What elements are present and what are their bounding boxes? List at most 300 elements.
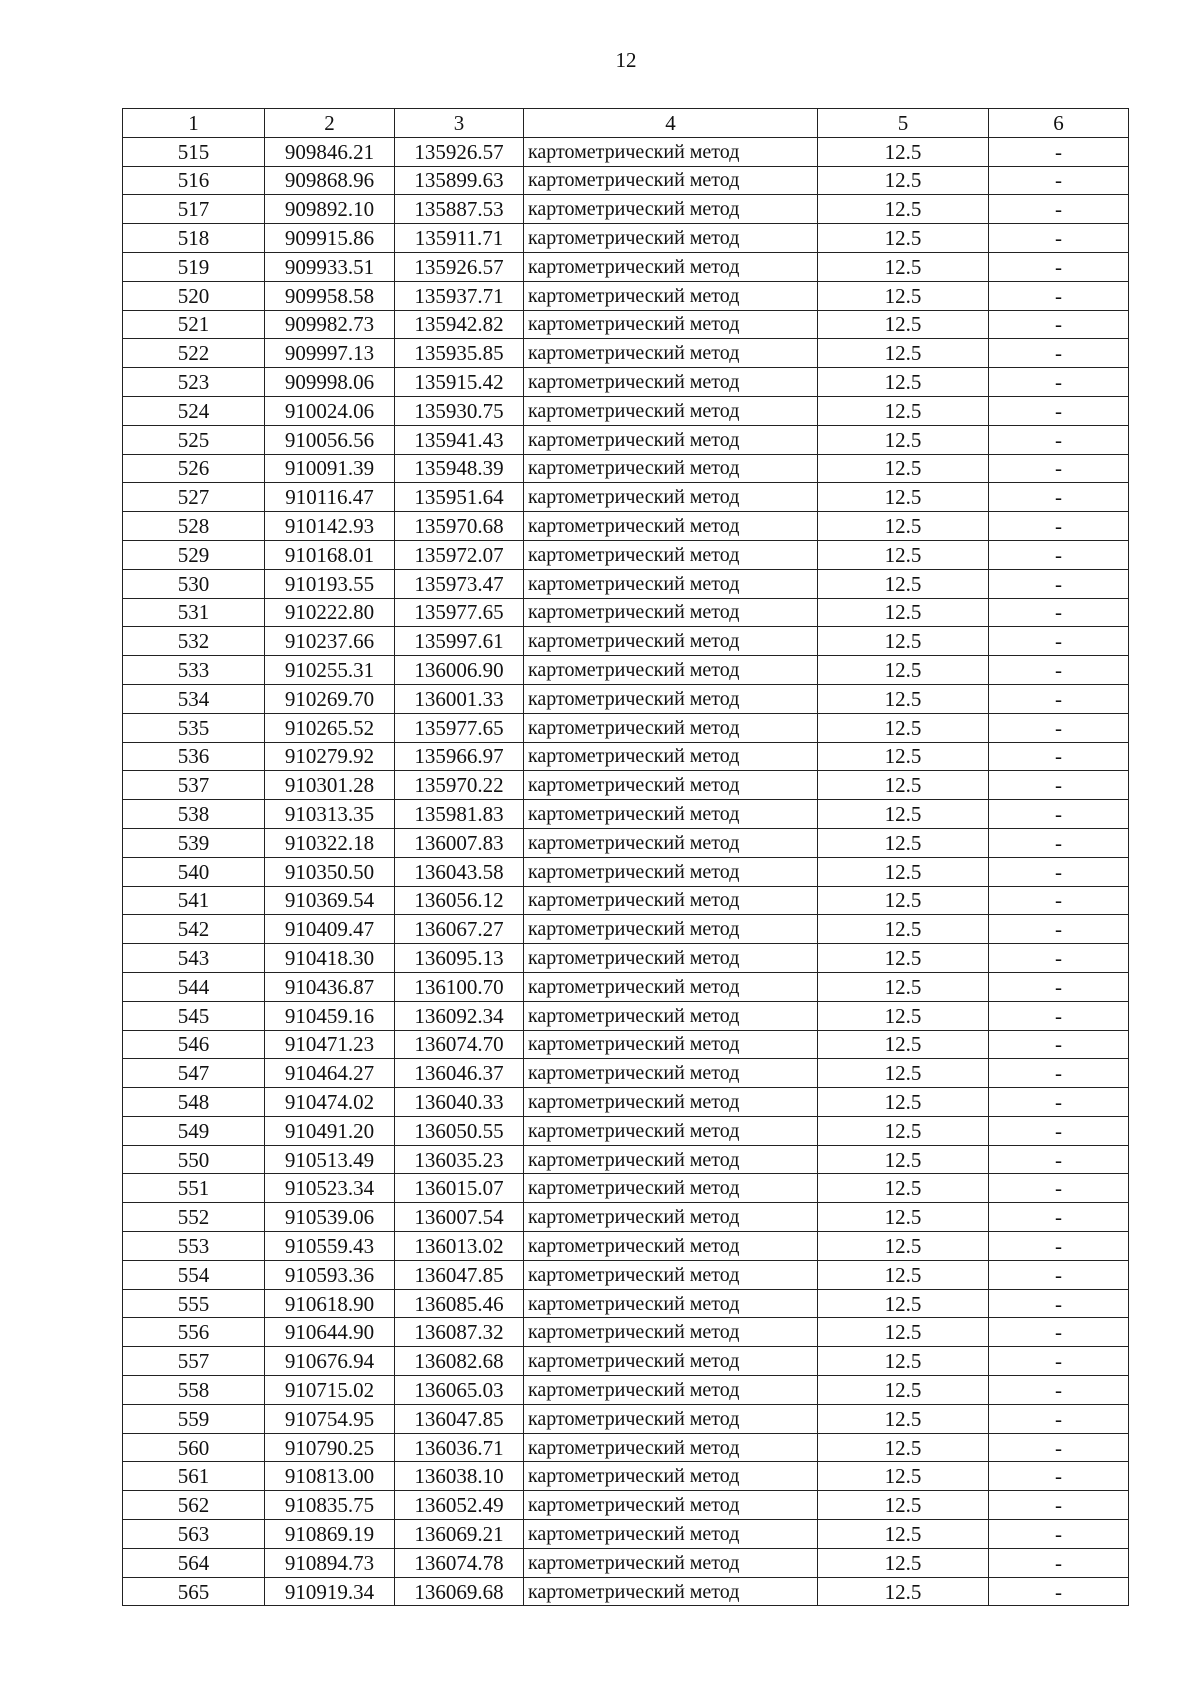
note-cell: - — [989, 828, 1129, 857]
accuracy-cell: 12.5 — [818, 540, 989, 569]
method-cell: картометрический метод — [524, 1260, 818, 1289]
table-row — [123, 742, 1129, 771]
note-cell: - — [989, 1030, 1129, 1059]
method-cell: картометрический метод — [524, 310, 818, 339]
y-coordinate-cell: 135899.63 — [395, 166, 524, 195]
method-cell: картометрический метод — [524, 1232, 818, 1261]
column-header-6: 6 — [989, 109, 1129, 138]
page-number: 12 — [615, 48, 637, 72]
table-row — [123, 1001, 1129, 1030]
table-row — [123, 137, 1129, 166]
method-cell: картометрический метод — [524, 339, 818, 368]
point-number-cell: 540 — [123, 857, 265, 886]
table-row — [123, 1116, 1129, 1145]
method-cell: картометрический метод — [524, 1318, 818, 1347]
x-coordinate-cell: 910222.80 — [265, 598, 395, 627]
method-cell: картометрический метод — [524, 1174, 818, 1203]
accuracy-cell: 12.5 — [818, 1433, 989, 1462]
x-coordinate-cell: 910193.55 — [265, 569, 395, 598]
x-coordinate-cell: 909997.13 — [265, 339, 395, 368]
method-cell: картометрический метод — [524, 1433, 818, 1462]
method-cell: картометрический метод — [524, 1376, 818, 1405]
x-coordinate-cell: 910919.34 — [265, 1577, 395, 1606]
point-number-cell: 524 — [123, 396, 265, 425]
table-row — [123, 368, 1129, 397]
point-number-cell: 559 — [123, 1404, 265, 1433]
point-number-cell: 535 — [123, 713, 265, 742]
accuracy-cell: 12.5 — [818, 195, 989, 224]
point-number-cell: 530 — [123, 569, 265, 598]
method-cell: картометрический метод — [524, 800, 818, 829]
y-coordinate-cell: 136007.54 — [395, 1203, 524, 1232]
y-coordinate-cell: 136069.68 — [395, 1577, 524, 1606]
method-cell: картометрический метод — [524, 1203, 818, 1232]
point-number-cell: 562 — [123, 1491, 265, 1520]
accuracy-cell: 12.5 — [818, 224, 989, 253]
table-header-row — [123, 109, 1129, 138]
table-row — [123, 540, 1129, 569]
table-row — [123, 1462, 1129, 1491]
point-number-cell: 517 — [123, 195, 265, 224]
note-cell: - — [989, 339, 1129, 368]
accuracy-cell: 12.5 — [818, 1116, 989, 1145]
accuracy-cell: 12.5 — [818, 1059, 989, 1088]
method-cell: картометрический метод — [524, 1520, 818, 1549]
method-cell: картометрический метод — [524, 1088, 818, 1117]
table-row — [123, 656, 1129, 685]
accuracy-cell: 12.5 — [818, 944, 989, 973]
y-coordinate-cell: 136043.58 — [395, 857, 524, 886]
column-header-4: 4 — [524, 109, 818, 138]
method-cell: картометрический метод — [524, 137, 818, 166]
method-cell: картометрический метод — [524, 656, 818, 685]
table-row — [123, 1059, 1129, 1088]
y-coordinate-cell: 135915.42 — [395, 368, 524, 397]
table-row — [123, 454, 1129, 483]
table-row — [123, 1347, 1129, 1376]
y-coordinate-cell: 135942.82 — [395, 310, 524, 339]
accuracy-cell: 12.5 — [818, 368, 989, 397]
point-number-cell: 539 — [123, 828, 265, 857]
note-cell: - — [989, 800, 1129, 829]
point-number-cell: 528 — [123, 512, 265, 541]
x-coordinate-cell: 910418.30 — [265, 944, 395, 973]
table-row — [123, 1318, 1129, 1347]
method-cell: картометрический метод — [524, 627, 818, 656]
point-number-cell: 545 — [123, 1001, 265, 1030]
note-cell: - — [989, 1232, 1129, 1261]
accuracy-cell: 12.5 — [818, 1577, 989, 1606]
method-cell: картометрический метод — [524, 281, 818, 310]
accuracy-cell: 12.5 — [818, 627, 989, 656]
method-cell: картометрический метод — [524, 1030, 818, 1059]
note-cell: - — [989, 1318, 1129, 1347]
accuracy-cell: 12.5 — [818, 1088, 989, 1117]
note-cell: - — [989, 771, 1129, 800]
y-coordinate-cell: 136065.03 — [395, 1376, 524, 1405]
note-cell: - — [989, 1520, 1129, 1549]
method-cell: картометрический метод — [524, 828, 818, 857]
x-coordinate-cell: 910265.52 — [265, 713, 395, 742]
table-row — [123, 1203, 1129, 1232]
method-cell: картометрический метод — [524, 569, 818, 598]
point-number-cell: 523 — [123, 368, 265, 397]
y-coordinate-cell: 136074.70 — [395, 1030, 524, 1059]
accuracy-cell: 12.5 — [818, 1491, 989, 1520]
table-row — [123, 224, 1129, 253]
coordinates-table — [122, 108, 1129, 1606]
y-coordinate-cell: 135911.71 — [395, 224, 524, 253]
accuracy-cell: 12.5 — [818, 1289, 989, 1318]
y-coordinate-cell: 136085.46 — [395, 1289, 524, 1318]
point-number-cell: 565 — [123, 1577, 265, 1606]
accuracy-cell: 12.5 — [818, 656, 989, 685]
point-number-cell: 552 — [123, 1203, 265, 1232]
y-coordinate-cell: 135997.61 — [395, 627, 524, 656]
x-coordinate-cell: 910869.19 — [265, 1520, 395, 1549]
point-number-cell: 555 — [123, 1289, 265, 1318]
note-cell: - — [989, 684, 1129, 713]
y-coordinate-cell: 136007.83 — [395, 828, 524, 857]
accuracy-cell: 12.5 — [818, 1347, 989, 1376]
accuracy-cell: 12.5 — [818, 252, 989, 281]
y-coordinate-cell: 135935.85 — [395, 339, 524, 368]
note-cell: - — [989, 915, 1129, 944]
note-cell: - — [989, 1174, 1129, 1203]
method-cell: картометрический метод — [524, 713, 818, 742]
accuracy-cell: 12.5 — [818, 771, 989, 800]
note-cell: - — [989, 1203, 1129, 1232]
point-number-cell: 557 — [123, 1347, 265, 1376]
note-cell: - — [989, 656, 1129, 685]
x-coordinate-cell: 910269.70 — [265, 684, 395, 713]
table-row — [123, 886, 1129, 915]
method-cell: картометрический метод — [524, 483, 818, 512]
point-number-cell: 546 — [123, 1030, 265, 1059]
y-coordinate-cell: 136038.10 — [395, 1462, 524, 1491]
note-cell: - — [989, 627, 1129, 656]
table-row — [123, 828, 1129, 857]
method-cell: картометрический метод — [524, 598, 818, 627]
note-cell: - — [989, 1347, 1129, 1376]
point-number-cell: 532 — [123, 627, 265, 656]
table-row — [123, 1232, 1129, 1261]
note-cell: - — [989, 425, 1129, 454]
table-row — [123, 569, 1129, 598]
x-coordinate-cell: 910024.06 — [265, 396, 395, 425]
point-number-cell: 549 — [123, 1116, 265, 1145]
y-coordinate-cell: 135977.65 — [395, 713, 524, 742]
accuracy-cell: 12.5 — [818, 742, 989, 771]
point-number-cell: 522 — [123, 339, 265, 368]
table-row — [123, 972, 1129, 1001]
table-row — [123, 684, 1129, 713]
table-row — [123, 281, 1129, 310]
table-row — [123, 339, 1129, 368]
y-coordinate-cell: 136001.33 — [395, 684, 524, 713]
method-cell: картометрический метод — [524, 1577, 818, 1606]
accuracy-cell: 12.5 — [818, 512, 989, 541]
point-number-cell: 529 — [123, 540, 265, 569]
accuracy-cell: 12.5 — [818, 1260, 989, 1289]
point-number-cell: 542 — [123, 915, 265, 944]
table-row — [123, 512, 1129, 541]
note-cell: - — [989, 1088, 1129, 1117]
x-coordinate-cell: 910474.02 — [265, 1088, 395, 1117]
x-coordinate-cell: 910491.20 — [265, 1116, 395, 1145]
point-number-cell: 527 — [123, 483, 265, 512]
y-coordinate-cell: 135887.53 — [395, 195, 524, 224]
table-row — [123, 166, 1129, 195]
method-cell: картометрический метод — [524, 396, 818, 425]
point-number-cell: 541 — [123, 886, 265, 915]
x-coordinate-cell: 910056.56 — [265, 425, 395, 454]
method-cell: картометрический метод — [524, 1404, 818, 1433]
note-cell: - — [989, 396, 1129, 425]
table-row — [123, 1548, 1129, 1577]
table-row — [123, 627, 1129, 656]
method-cell: картометрический метод — [524, 166, 818, 195]
x-coordinate-cell: 910559.43 — [265, 1232, 395, 1261]
note-cell: - — [989, 252, 1129, 281]
method-cell: картометрический метод — [524, 742, 818, 771]
note-cell: - — [989, 1491, 1129, 1520]
accuracy-cell: 12.5 — [818, 1174, 989, 1203]
accuracy-cell: 12.5 — [818, 598, 989, 627]
point-number-cell: 550 — [123, 1145, 265, 1174]
point-number-cell: 554 — [123, 1260, 265, 1289]
point-number-cell: 537 — [123, 771, 265, 800]
table-row — [123, 1030, 1129, 1059]
note-cell: - — [989, 1001, 1129, 1030]
y-coordinate-cell: 136050.55 — [395, 1116, 524, 1145]
x-coordinate-cell: 910301.28 — [265, 771, 395, 800]
y-coordinate-cell: 136040.33 — [395, 1088, 524, 1117]
accuracy-cell: 12.5 — [818, 166, 989, 195]
table-row — [123, 771, 1129, 800]
y-coordinate-cell: 135966.97 — [395, 742, 524, 771]
x-coordinate-cell: 910255.31 — [265, 656, 395, 685]
note-cell: - — [989, 512, 1129, 541]
accuracy-cell: 12.5 — [818, 1203, 989, 1232]
accuracy-cell: 12.5 — [818, 915, 989, 944]
table-body — [123, 137, 1129, 1606]
point-number-cell: 564 — [123, 1548, 265, 1577]
note-cell: - — [989, 1260, 1129, 1289]
x-coordinate-cell: 910436.87 — [265, 972, 395, 1001]
table-row — [123, 483, 1129, 512]
accuracy-cell: 12.5 — [818, 425, 989, 454]
point-number-cell: 518 — [123, 224, 265, 253]
table-row — [123, 1491, 1129, 1520]
x-coordinate-cell: 910409.47 — [265, 915, 395, 944]
table-row — [123, 713, 1129, 742]
y-coordinate-cell: 136069.21 — [395, 1520, 524, 1549]
accuracy-cell: 12.5 — [818, 713, 989, 742]
method-cell: картометрический метод — [524, 224, 818, 253]
x-coordinate-cell: 910539.06 — [265, 1203, 395, 1232]
note-cell: - — [989, 944, 1129, 973]
accuracy-cell: 12.5 — [818, 310, 989, 339]
point-number-cell: 551 — [123, 1174, 265, 1203]
y-coordinate-cell: 135970.22 — [395, 771, 524, 800]
x-coordinate-cell: 910313.35 — [265, 800, 395, 829]
point-number-cell: 516 — [123, 166, 265, 195]
point-number-cell: 543 — [123, 944, 265, 973]
y-coordinate-cell: 135948.39 — [395, 454, 524, 483]
x-coordinate-cell: 909892.10 — [265, 195, 395, 224]
accuracy-cell: 12.5 — [818, 1318, 989, 1347]
x-coordinate-cell: 910279.92 — [265, 742, 395, 771]
method-cell: картометрический метод — [524, 454, 818, 483]
note-cell: - — [989, 1548, 1129, 1577]
method-cell: картометрический метод — [524, 684, 818, 713]
x-coordinate-cell: 909982.73 — [265, 310, 395, 339]
note-cell: - — [989, 1116, 1129, 1145]
x-coordinate-cell: 909958.58 — [265, 281, 395, 310]
accuracy-cell: 12.5 — [818, 800, 989, 829]
table-row — [123, 195, 1129, 224]
x-coordinate-cell: 910142.93 — [265, 512, 395, 541]
y-coordinate-cell: 136100.70 — [395, 972, 524, 1001]
point-number-cell: 556 — [123, 1318, 265, 1347]
note-cell: - — [989, 1433, 1129, 1462]
accuracy-cell: 12.5 — [818, 684, 989, 713]
note-cell: - — [989, 598, 1129, 627]
accuracy-cell: 12.5 — [818, 886, 989, 915]
x-coordinate-cell: 910459.16 — [265, 1001, 395, 1030]
y-coordinate-cell: 136015.07 — [395, 1174, 524, 1203]
x-coordinate-cell: 910894.73 — [265, 1548, 395, 1577]
y-coordinate-cell: 136095.13 — [395, 944, 524, 973]
table-row — [123, 1376, 1129, 1405]
x-coordinate-cell: 909868.96 — [265, 166, 395, 195]
y-coordinate-cell: 136067.27 — [395, 915, 524, 944]
y-coordinate-cell: 135930.75 — [395, 396, 524, 425]
y-coordinate-cell: 135972.07 — [395, 540, 524, 569]
accuracy-cell: 12.5 — [818, 569, 989, 598]
accuracy-cell: 12.5 — [818, 454, 989, 483]
y-coordinate-cell: 136046.37 — [395, 1059, 524, 1088]
accuracy-cell: 12.5 — [818, 1001, 989, 1030]
point-number-cell: 560 — [123, 1433, 265, 1462]
x-coordinate-cell: 910644.90 — [265, 1318, 395, 1347]
x-coordinate-cell: 910523.34 — [265, 1174, 395, 1203]
table-row — [123, 1404, 1129, 1433]
accuracy-cell: 12.5 — [818, 281, 989, 310]
accuracy-cell: 12.5 — [818, 339, 989, 368]
table-row — [123, 396, 1129, 425]
method-cell: картометрический метод — [524, 1116, 818, 1145]
x-coordinate-cell: 910813.00 — [265, 1462, 395, 1491]
column-header-2: 2 — [265, 109, 395, 138]
x-coordinate-cell: 909998.06 — [265, 368, 395, 397]
note-cell: - — [989, 1577, 1129, 1606]
note-cell: - — [989, 166, 1129, 195]
method-cell: картометрический метод — [524, 1289, 818, 1318]
x-coordinate-cell: 909915.86 — [265, 224, 395, 253]
y-coordinate-cell: 135926.57 — [395, 137, 524, 166]
y-coordinate-cell: 136006.90 — [395, 656, 524, 685]
column-header-1: 1 — [123, 109, 265, 138]
point-number-cell: 533 — [123, 656, 265, 685]
point-number-cell: 526 — [123, 454, 265, 483]
point-number-cell: 520 — [123, 281, 265, 310]
note-cell: - — [989, 1404, 1129, 1433]
note-cell: - — [989, 540, 1129, 569]
y-coordinate-cell: 136082.68 — [395, 1347, 524, 1376]
x-coordinate-cell: 910754.95 — [265, 1404, 395, 1433]
y-coordinate-cell: 135937.71 — [395, 281, 524, 310]
table-row — [123, 1577, 1129, 1606]
accuracy-cell: 12.5 — [818, 1548, 989, 1577]
table-row — [123, 1260, 1129, 1289]
method-cell: картометрический метод — [524, 1462, 818, 1491]
table-row — [123, 310, 1129, 339]
method-cell: картометрический метод — [524, 1145, 818, 1174]
point-number-cell: 563 — [123, 1520, 265, 1549]
point-number-cell: 531 — [123, 598, 265, 627]
note-cell: - — [989, 1059, 1129, 1088]
y-coordinate-cell: 135970.68 — [395, 512, 524, 541]
accuracy-cell: 12.5 — [818, 1145, 989, 1174]
y-coordinate-cell: 136036.71 — [395, 1433, 524, 1462]
accuracy-cell: 12.5 — [818, 1232, 989, 1261]
x-coordinate-cell: 910593.36 — [265, 1260, 395, 1289]
method-cell: картометрический метод — [524, 915, 818, 944]
method-cell: картометрический метод — [524, 512, 818, 541]
y-coordinate-cell: 135977.65 — [395, 598, 524, 627]
column-header-3: 3 — [395, 109, 524, 138]
method-cell: картометрический метод — [524, 540, 818, 569]
note-cell: - — [989, 454, 1129, 483]
method-cell: картометрический метод — [524, 1001, 818, 1030]
x-coordinate-cell: 910835.75 — [265, 1491, 395, 1520]
note-cell: - — [989, 224, 1129, 253]
x-coordinate-cell: 910618.90 — [265, 1289, 395, 1318]
note-cell: - — [989, 1462, 1129, 1491]
note-cell: - — [989, 742, 1129, 771]
accuracy-cell: 12.5 — [818, 1520, 989, 1549]
accuracy-cell: 12.5 — [818, 972, 989, 1001]
accuracy-cell: 12.5 — [818, 828, 989, 857]
method-cell: картометрический метод — [524, 944, 818, 973]
point-number-cell: 553 — [123, 1232, 265, 1261]
y-coordinate-cell: 136047.85 — [395, 1260, 524, 1289]
table-row — [123, 1088, 1129, 1117]
x-coordinate-cell: 910116.47 — [265, 483, 395, 512]
note-cell: - — [989, 972, 1129, 1001]
table-row — [123, 800, 1129, 829]
y-coordinate-cell: 136056.12 — [395, 886, 524, 915]
x-coordinate-cell: 910790.25 — [265, 1433, 395, 1462]
note-cell: - — [989, 483, 1129, 512]
x-coordinate-cell: 910676.94 — [265, 1347, 395, 1376]
point-number-cell: 538 — [123, 800, 265, 829]
y-coordinate-cell: 135951.64 — [395, 483, 524, 512]
note-cell: - — [989, 857, 1129, 886]
y-coordinate-cell: 136092.34 — [395, 1001, 524, 1030]
note-cell: - — [989, 137, 1129, 166]
x-coordinate-cell: 910471.23 — [265, 1030, 395, 1059]
x-coordinate-cell: 910350.50 — [265, 857, 395, 886]
accuracy-cell: 12.5 — [818, 1376, 989, 1405]
note-cell: - — [989, 569, 1129, 598]
method-cell: картометрический метод — [524, 425, 818, 454]
point-number-cell: 547 — [123, 1059, 265, 1088]
y-coordinate-cell: 135941.43 — [395, 425, 524, 454]
accuracy-cell: 12.5 — [818, 1462, 989, 1491]
